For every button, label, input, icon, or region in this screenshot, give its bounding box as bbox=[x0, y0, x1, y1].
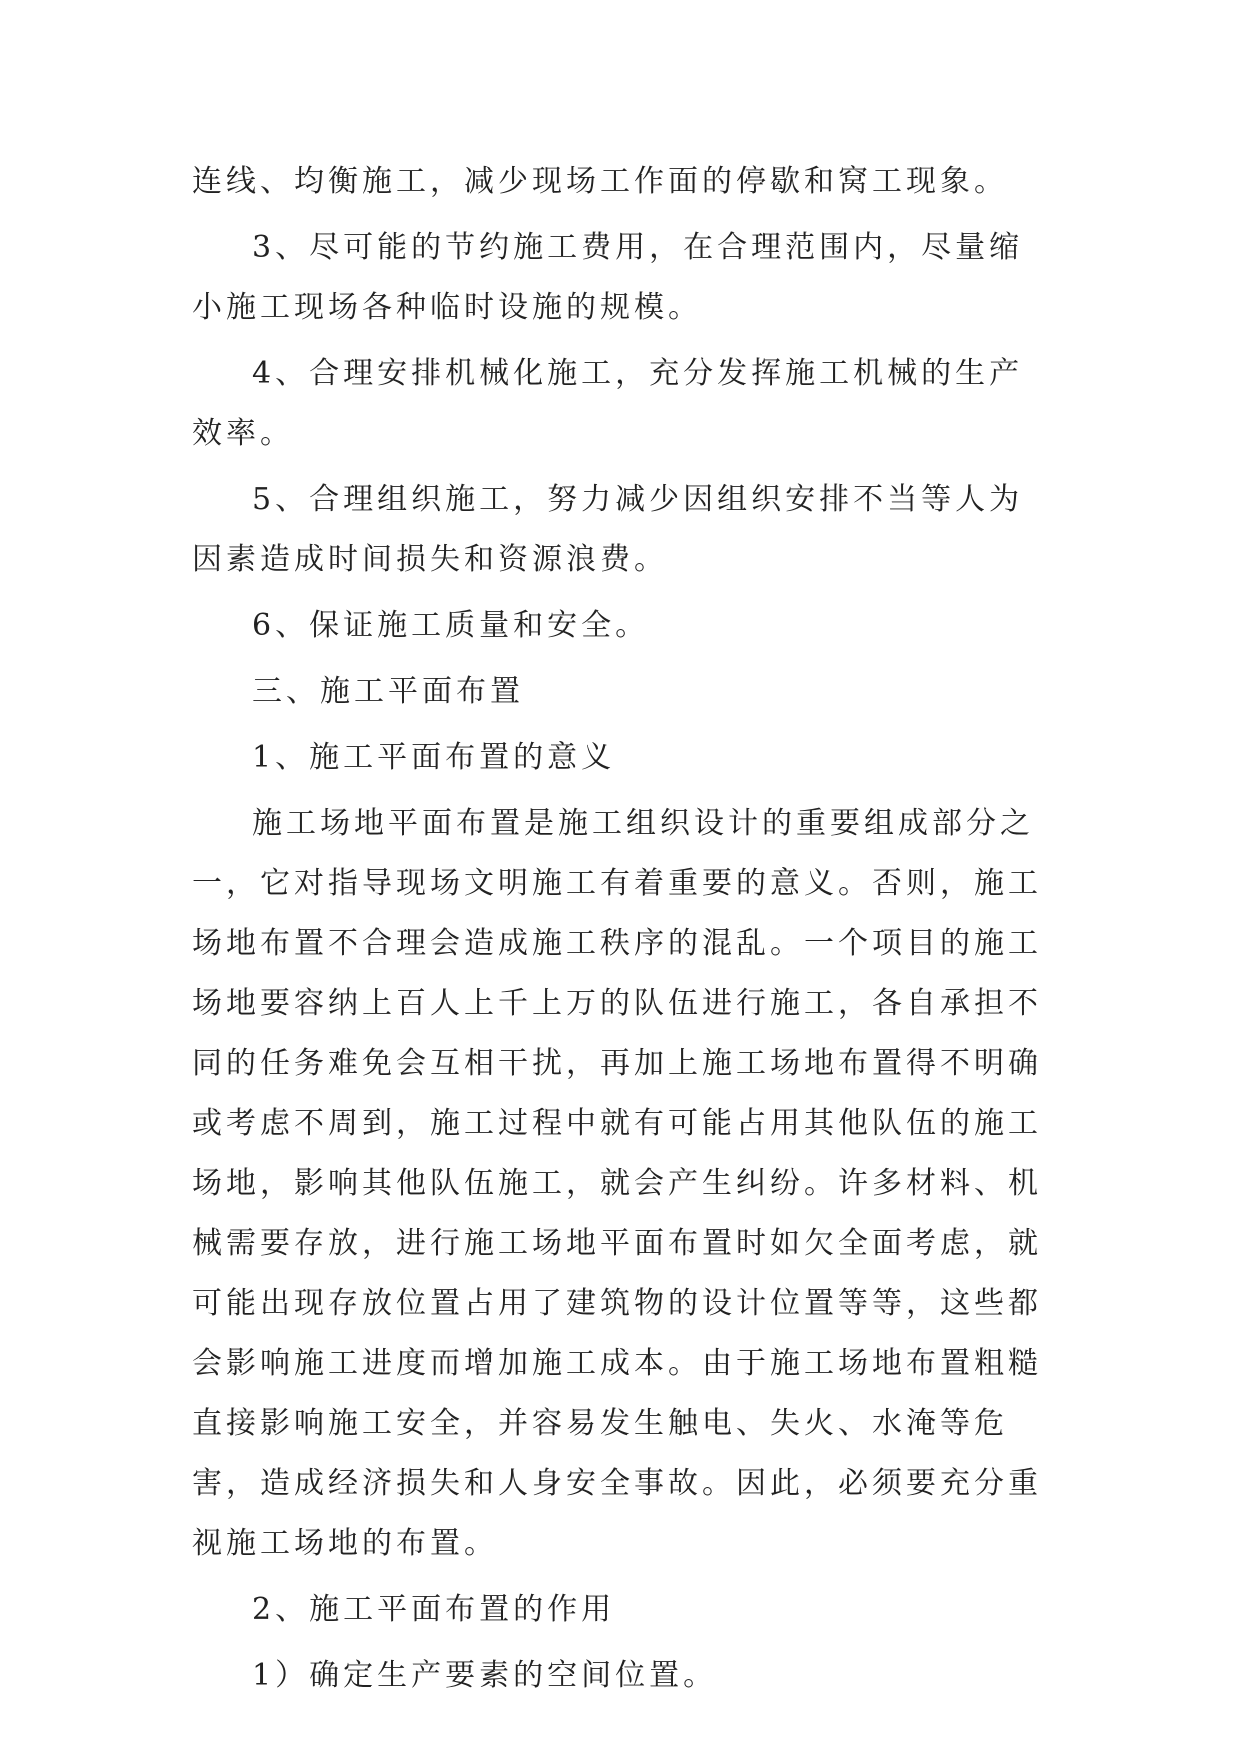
paragraph-item-6: 6、保证施工质量和安全。 bbox=[252, 608, 650, 643]
paragraph-body: 施工场地平面布置是施工组织设计的重要组成部分之一，它对指导现场文明施工有着重要的意义。否则，施工场地布置不合理会造成施工秩序的混乱。一个项目的施工场地要容纳上百人上千上万的队伍进行施工，各自承担不同的任务难免会互相干扰，再加上施工场地布置得不明确或考虑不周到，施工过程中就有可能占用其他队伍的施工场地，影响其他队伍施工，就会产生纠纷。许多材料、机械需要存放，进行施工场地平面布置时如欠全面考虑，就可能出现存放位置占用了建筑物的设计位置等等，这些都会影响施工进度而增加施工成本。由于施工场地布置粗糙直接影响施工安全，并容易发生触电、失火、水淹等危害，造成经济损失和人身安全事故。因此，必须要充分重视施工场地的布置。 bbox=[192, 806, 1042, 1561]
paragraph-item-4: 4、合理安排机械化施工，充分发挥施工机械的生产效率。 bbox=[192, 356, 1024, 451]
subheading-1: 1、施工平面布置的意义 bbox=[252, 740, 616, 775]
paragraph-continued: 连线、均衡施工，减少现场工作面的停歇和窝工现象。 bbox=[192, 164, 1008, 199]
section-heading-3: 三、施工平面布置 bbox=[252, 674, 524, 709]
paragraph-item-5: 5、合理组织施工，努力减少因组织安排不当等人为因素造成时间损失和资源浪费。 bbox=[192, 482, 1024, 577]
subheading-2: 2、施工平面布置的作用 bbox=[252, 1592, 616, 1627]
paragraph-point-1: 1）确定生产要素的空间位置。 bbox=[252, 1658, 718, 1693]
paragraph-item-3: 3、尽可能的节约施工费用，在合理范围内，尽量缩小施工现场各种临时设施的规模。 bbox=[192, 230, 1024, 325]
document-page bbox=[192, 152, 1049, 1712]
